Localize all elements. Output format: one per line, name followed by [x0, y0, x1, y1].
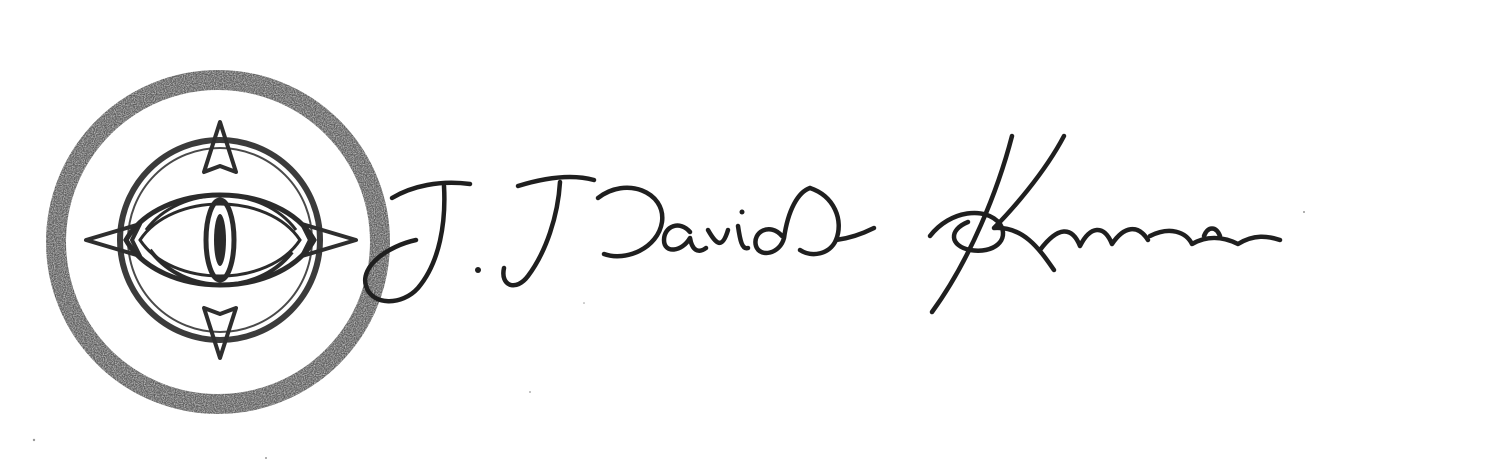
compass-eye-emblem	[56, 80, 380, 404]
eye-icon	[126, 195, 314, 285]
handwritten-signature	[365, 136, 1280, 312]
